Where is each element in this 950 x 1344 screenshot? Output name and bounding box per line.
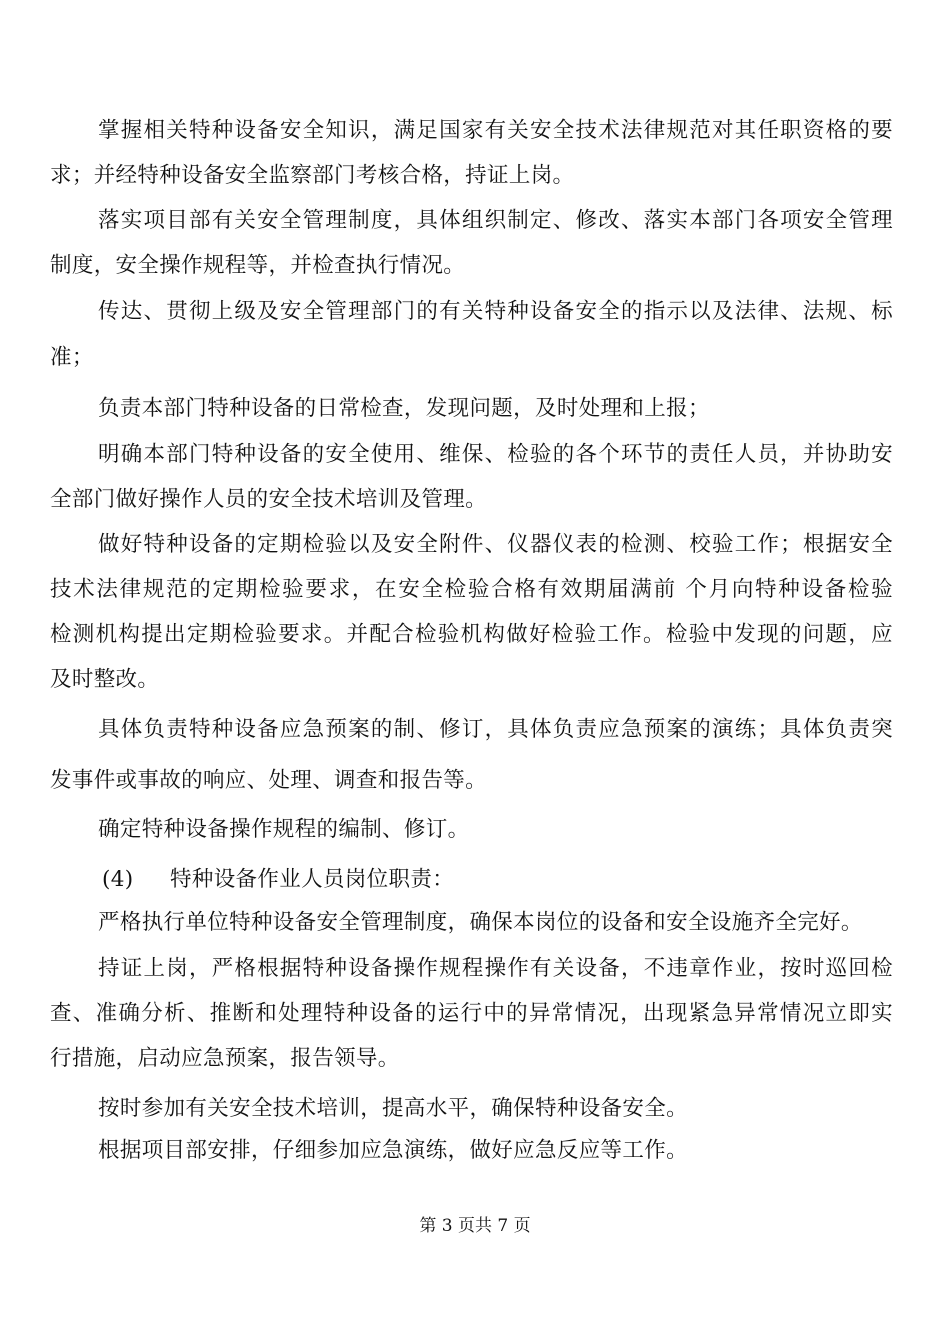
paragraph-1-line-1: 掌握相关特种设备安全知识，满足国家有关安全技术法律规范对其任职资格的要 [98, 118, 893, 143]
paragraph-6-line-4: 及时整改。 [50, 667, 160, 692]
paragraph-11-line-2: 查、准确分析、推断和处理特种设备的运行中的异常情况，出现紧急异常情况立即实 [50, 1001, 893, 1026]
paragraph-11-line-1: 持证上岗，严格根据特种设备操作规程操作有关设备，不违章作业，按时巡回检 [98, 956, 893, 981]
paragraph-7-line-1: 具体负责特种设备应急预案的制、修订，具体负责应急预案的演练；具体负责突 [98, 717, 893, 742]
paragraph-12-line-1: 按时参加有关安全技术培训，提高水平，确保特种设备安全。 [98, 1096, 688, 1121]
paragraph-8-line-1: 确定特种设备操作规程的编制、修订。 [98, 817, 470, 842]
paragraph-5-line-2: 全部门做好操作人员的安全技术培训及管理。 [50, 487, 488, 512]
paragraph-10-line-1: 严格执行单位特种设备安全管理制度，确保本岗位的设备和安全设施齐全完好。 [98, 910, 863, 935]
paragraph-7-line-2: 发事件或事故的响应、处理、调查和报告等。 [50, 768, 488, 793]
section-heading: 特种设备作业人员岗位职责： [170, 867, 455, 892]
paragraph-2-line-1: 落实项目部有关安全管理制度，具体组织制定、修改、落实本部门各项安全管理 [98, 208, 893, 233]
paragraph-6-line-1: 做好特种设备的定期检验以及安全附件、仪器仪表的检测、校验工作；根据安全 [98, 532, 893, 557]
paragraph-11-line-3: 行措施，启动应急预案，报告领导。 [50, 1046, 400, 1071]
paragraph-1-line-2: 求；并经特种设备安全监察部门考核合格，持证上岗。 [50, 163, 575, 188]
paragraph-6-line-3: 检测机构提出定期检验要求。并配合检验机构做好检验工作。检验中发现的问题，应 [50, 622, 893, 647]
paragraph-6-line-2: 技术法律规范的定期检验要求，在安全检验合格有效期届满前 个月向特种设备检验 [50, 577, 893, 602]
paragraph-2-line-2: 制度，安全操作规程等，并检查执行情况。 [50, 253, 466, 278]
section-number: (4) [102, 867, 134, 892]
paragraph-3-line-1: 传达、贯彻上级及安全管理部门的有关特种设备安全的指示以及法律、法规、标 [98, 299, 893, 324]
paragraph-13-line-1: 根据项目部安排，仔细参加应急演练，做好应急反应等工作。 [98, 1138, 688, 1163]
paragraph-3-line-2: 准； [50, 345, 94, 370]
page-number-footer: 第 3 页共 7 页 [419, 1216, 531, 1236]
paragraph-4-line-1: 负责本部门特种设备的日常检查，发现问题，及时处理和上报； [98, 396, 710, 421]
paragraph-5-line-1: 明确本部门特种设备的安全使用、维保、检验的各个环节的责任人员，并协助安 [98, 442, 893, 467]
